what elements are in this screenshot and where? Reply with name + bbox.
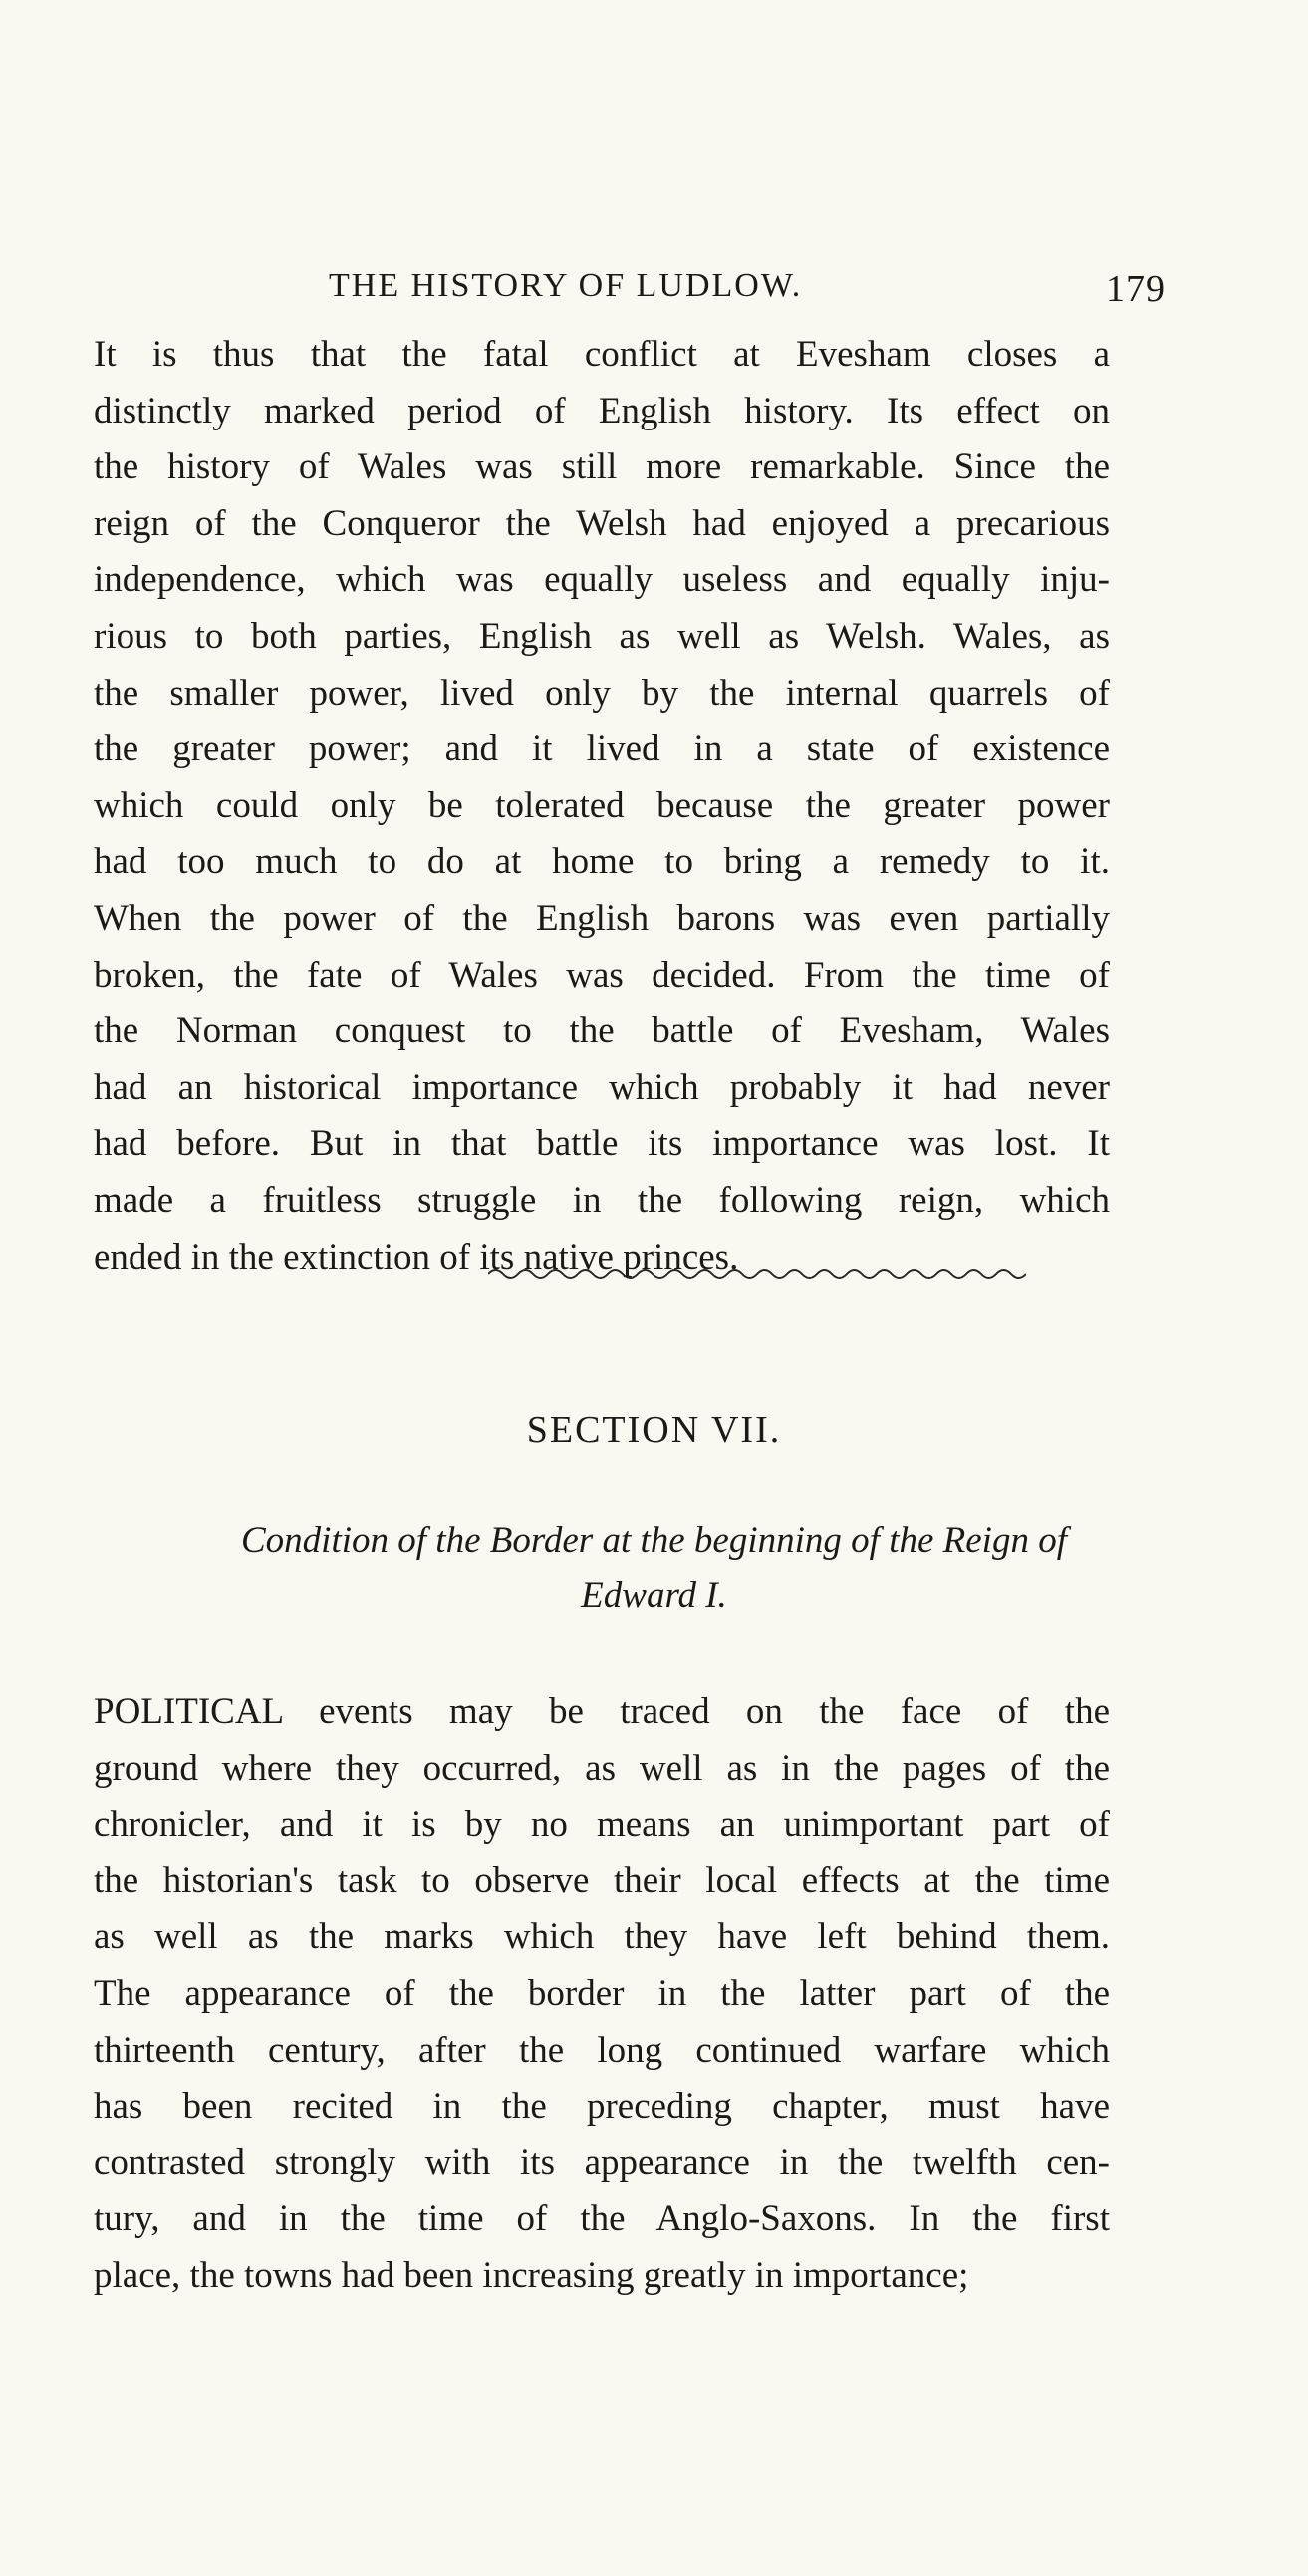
text-line: ended in the extinction of its native princes. <box>94 1236 739 1278</box>
paragraph-political-events <box>94 1684 1110 2305</box>
subtitle-line: Condition of the Border at the beginning of the Reign of <box>241 1520 1067 1561</box>
section-heading: SECTION VII. <box>526 1409 782 1451</box>
page-number: 179 <box>1106 268 1166 310</box>
text-line: the Norman conquest to the battle of Evesham, Wales <box>94 1010 1110 1052</box>
text-line: chronicler, and it is by no means an unimportant part of <box>94 1804 1110 1846</box>
text-line: as well as the marks which they have left behind them. <box>94 1916 1110 1958</box>
text-line: had before. But in that battle its importance was lost. It <box>94 1123 1110 1165</box>
text-line: The appearance of the border in the latter part of the <box>94 1972 1110 2014</box>
text-line: tury, and in the time of the Anglo-Saxons. In the first <box>94 2198 1110 2240</box>
text-line: It is thus that the fatal conflict at Evesham closes a <box>94 334 1110 375</box>
text-line: thirteenth century, after the long continued warfare which <box>94 2029 1110 2071</box>
text-line: had an historical importance which probably it had never <box>94 1066 1110 1108</box>
text-line: POLITICAL events may be traced on the face of the <box>94 1691 1110 1732</box>
text-line: the greater power; and it lived in a state of existence <box>94 728 1110 770</box>
text-line: rious to both parties, English as well as Welsh. Wales, as <box>94 615 1110 657</box>
text-line: made a fruitless struggle in the following reign, which <box>94 1179 1110 1221</box>
text-line: had too much to do at home to bring a remedy to it. <box>94 841 1110 883</box>
text-line: the smaller power, lived only by the internal quarrels of <box>94 672 1110 714</box>
text-line: which could only be tolerated because the greater power <box>94 784 1110 826</box>
text-line: independence, which was equally useless and equally inju- <box>94 559 1110 601</box>
text-line: place, the towns had been increasing greatly in importance; <box>94 2254 969 2296</box>
text-line: When the power of the English barons was even partially <box>94 897 1110 939</box>
text-line: broken, the fate of Wales was decided. From the time of <box>94 954 1110 996</box>
text-line: has been recited in the preceding chapter, must have <box>94 2086 1110 2128</box>
subtitle-line: Edward I. <box>581 1575 727 1616</box>
text-line: ground where they occurred, as well as in the pages of the <box>94 1747 1110 1789</box>
text-line: contrasted strongly with its appearance in the twelfth cen- <box>94 2142 1110 2183</box>
section-subtitle <box>0 1513 1308 1624</box>
text-line: the history of Wales was still more remarkable. Since the <box>94 446 1110 488</box>
wavy-rule-ornament <box>488 1266 1026 1282</box>
text-line: the historian's task to observe their local effects at the time <box>94 1860 1110 1901</box>
text-line: distinctly marked period of English history. Its effect on <box>94 390 1110 431</box>
paragraph-evesham <box>94 327 1110 1286</box>
running-title: THE HISTORY OF LUDLOW. <box>329 267 803 304</box>
text-line: reign of the Conqueror the Welsh had enjoyed a precarious <box>94 502 1110 544</box>
